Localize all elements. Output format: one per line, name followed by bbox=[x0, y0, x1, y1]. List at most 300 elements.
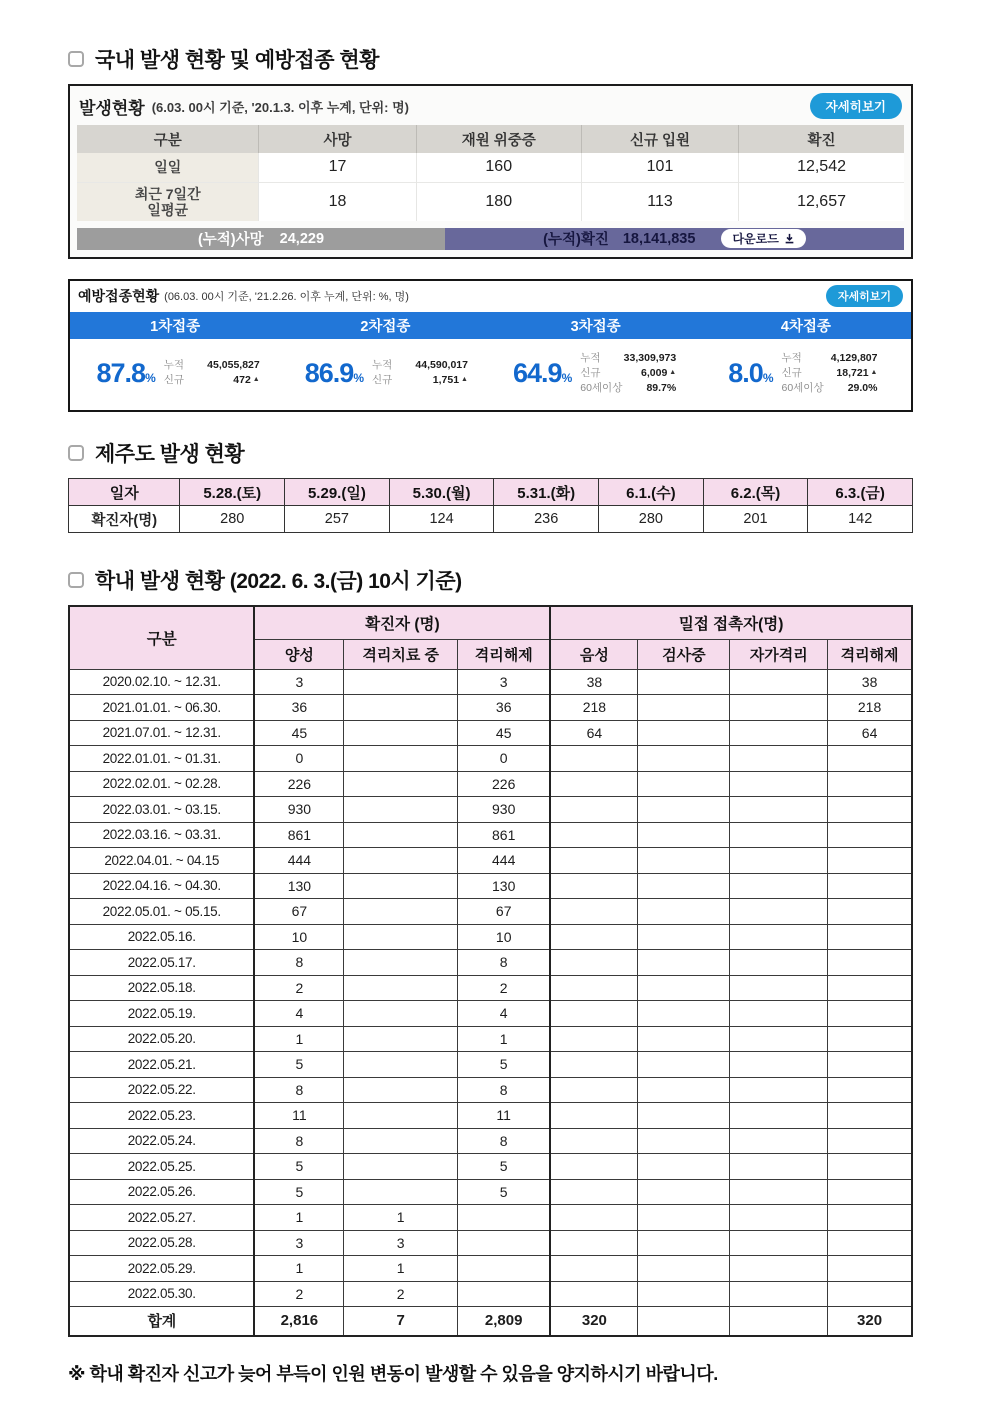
value-cell bbox=[344, 669, 458, 695]
period-cell: 2022.05.28. bbox=[69, 1230, 254, 1256]
period-cell: 2021.07.01. ~ 12.31. bbox=[69, 720, 254, 746]
value-cell bbox=[344, 848, 458, 874]
col-header: 5.29.(일) bbox=[285, 479, 390, 506]
value-cell bbox=[638, 848, 730, 874]
dose-percent: 87.8% bbox=[96, 357, 155, 388]
value-cell bbox=[730, 771, 828, 797]
value-cell bbox=[550, 1230, 638, 1256]
value-cell bbox=[458, 1281, 551, 1307]
period-cell: 2022.05.30. bbox=[69, 1281, 254, 1307]
period-cell: 2022.05.01. ~ 05.15. bbox=[69, 899, 254, 925]
value-cell bbox=[550, 848, 638, 874]
footnote: ※ 학내 확진자 신고가 늦어 부득이 인원 변동이 발생할 수 있음을 양지하시기 바랍니다. bbox=[68, 1363, 718, 1384]
value-cell bbox=[828, 797, 912, 823]
value-cell: 45 bbox=[254, 720, 343, 746]
col-header: 격리해제 bbox=[828, 639, 912, 669]
col-group-contacts: 밀접 접촉자(명) bbox=[550, 606, 912, 639]
value-cell bbox=[344, 1077, 458, 1103]
period-cell: 2022.04.16. ~ 04.30. bbox=[69, 873, 254, 899]
value-cell bbox=[730, 1077, 828, 1103]
period-cell: 2022.02.01. ~ 02.28. bbox=[69, 771, 254, 797]
dose-stat-cell bbox=[491, 352, 699, 395]
increase-triangle-icon: ▲ bbox=[669, 368, 677, 376]
value-cell bbox=[550, 975, 638, 1001]
value-cell: 17 bbox=[259, 153, 416, 182]
col-header: 사망 bbox=[259, 125, 416, 153]
value-cell bbox=[828, 1001, 912, 1027]
value-cell bbox=[344, 771, 458, 797]
dose-percent: 86.9% bbox=[304, 357, 363, 388]
table-row bbox=[69, 506, 913, 533]
value-cell: 10 bbox=[254, 924, 343, 950]
value-cell: 8 bbox=[254, 1077, 343, 1103]
value-cell bbox=[550, 950, 638, 976]
occurrence-status-panel bbox=[68, 84, 913, 259]
value-cell bbox=[828, 1281, 912, 1307]
value-cell: 180 bbox=[416, 182, 581, 221]
period-cell: 2022.05.24. bbox=[69, 1128, 254, 1154]
vaccine-stat-row: 신규 18,721 ▲ bbox=[781, 366, 878, 379]
value-cell bbox=[730, 899, 828, 925]
value-cell bbox=[730, 1001, 828, 1027]
increase-triangle-icon: ▲ bbox=[252, 376, 260, 384]
value-cell: 218 bbox=[828, 695, 912, 721]
value-cell bbox=[638, 975, 730, 1001]
value-cell bbox=[458, 1230, 551, 1256]
value-cell bbox=[730, 822, 828, 848]
table-row bbox=[69, 1026, 912, 1052]
table-row bbox=[69, 1001, 912, 1027]
vaccination-status-panel bbox=[68, 279, 913, 412]
value-cell: 64 bbox=[828, 720, 912, 746]
value-cell bbox=[344, 873, 458, 899]
table-row bbox=[69, 950, 912, 976]
dose-header: 2차접종 bbox=[360, 318, 411, 335]
period-cell: 2021.01.01. ~ 06.30. bbox=[69, 695, 254, 721]
value-cell bbox=[730, 1256, 828, 1282]
period-cell: 2022.05.25. bbox=[69, 1154, 254, 1180]
period-cell: 2022.05.29. bbox=[69, 1256, 254, 1282]
value-cell: 2 bbox=[254, 975, 343, 1001]
value-cell bbox=[344, 950, 458, 976]
value-cell bbox=[828, 1256, 912, 1282]
value-cell bbox=[344, 746, 458, 772]
value-cell bbox=[828, 1077, 912, 1103]
dose-detail-stack bbox=[164, 359, 260, 387]
value-cell bbox=[638, 1077, 730, 1103]
dose-stat-cell bbox=[74, 352, 282, 395]
value-cell: 3 bbox=[344, 1230, 458, 1256]
value-cell: 5 bbox=[254, 1154, 343, 1180]
value-cell: 130 bbox=[254, 873, 343, 899]
checkbox-icon bbox=[68, 445, 84, 461]
table-row bbox=[69, 1230, 912, 1256]
cumulative-death: (누적)사망 24,229 bbox=[77, 228, 445, 250]
value-cell: 160 bbox=[416, 153, 581, 182]
period-cell: 2022.03.16. ~ 03.31. bbox=[69, 822, 254, 848]
value-cell bbox=[828, 1179, 912, 1205]
value-cell: 218 bbox=[550, 695, 638, 721]
col-header: 6.1.(수) bbox=[599, 479, 704, 506]
value-cell bbox=[344, 695, 458, 721]
value-cell: 124 bbox=[389, 506, 494, 533]
table-row bbox=[69, 924, 912, 950]
value-cell: 0 bbox=[458, 746, 551, 772]
increase-triangle-icon: ▲ bbox=[461, 376, 468, 384]
value-cell bbox=[638, 1154, 730, 1180]
value-cell bbox=[458, 1256, 551, 1282]
value-cell bbox=[550, 924, 638, 950]
value-cell bbox=[828, 771, 912, 797]
value-cell: 1 bbox=[344, 1205, 458, 1231]
value-cell: 5 bbox=[458, 1154, 551, 1180]
value-cell bbox=[638, 1052, 730, 1078]
vaccine-stat-row: 60세이상 89.7% bbox=[580, 381, 677, 394]
col-header: 5.30.(월) bbox=[389, 479, 494, 506]
value-cell bbox=[828, 873, 912, 899]
value-cell bbox=[638, 1205, 730, 1231]
value-cell bbox=[550, 899, 638, 925]
value-cell bbox=[828, 950, 912, 976]
period-cell: 2022.05.27. bbox=[69, 1205, 254, 1231]
value-cell: 444 bbox=[458, 848, 551, 874]
vaccine-stat-row: 신규 6,009 ▲ bbox=[580, 366, 677, 379]
value-cell bbox=[550, 1205, 638, 1231]
vaccination-title: 예방접종현황 bbox=[78, 287, 160, 304]
row-label: 일일 bbox=[77, 153, 259, 182]
table-row bbox=[69, 1128, 912, 1154]
value-cell bbox=[638, 950, 730, 976]
value-cell bbox=[730, 669, 828, 695]
total-row bbox=[69, 1307, 912, 1336]
value-cell bbox=[344, 1052, 458, 1078]
table-row bbox=[69, 1154, 912, 1180]
total-cell bbox=[730, 1307, 828, 1336]
value-cell: 226 bbox=[254, 771, 343, 797]
value-cell bbox=[730, 950, 828, 976]
section-title-text: 국내 발생 현황 및 예방접종 현황 bbox=[95, 49, 379, 72]
value-cell bbox=[550, 1026, 638, 1052]
table-row bbox=[69, 746, 912, 772]
row-label: 확진자(명) bbox=[69, 506, 180, 533]
value-cell: 101 bbox=[581, 153, 738, 182]
value-cell bbox=[638, 797, 730, 823]
period-cell: 2020.02.10. ~ 12.31. bbox=[69, 669, 254, 695]
period-cell: 2022.05.16. bbox=[69, 924, 254, 950]
detail-view-button[interactable]: 자세히보기 bbox=[810, 93, 902, 119]
dose-header-bar bbox=[70, 312, 911, 339]
period-cell: 2022.05.21. bbox=[69, 1052, 254, 1078]
total-cell: 320 bbox=[550, 1307, 638, 1336]
table-row bbox=[69, 797, 912, 823]
value-cell: 3 bbox=[458, 669, 551, 695]
value-cell bbox=[828, 899, 912, 925]
dose-detail-stack bbox=[580, 352, 676, 395]
value-cell bbox=[638, 669, 730, 695]
total-cell: 7 bbox=[344, 1307, 458, 1336]
checkbox-icon bbox=[68, 572, 84, 588]
value-cell bbox=[828, 975, 912, 1001]
increase-triangle-icon: ▲ bbox=[870, 368, 878, 376]
value-cell bbox=[638, 1230, 730, 1256]
col-header: 검사중 bbox=[638, 639, 730, 669]
detail-view-button[interactable]: 자세히보기 bbox=[826, 285, 903, 307]
table-row bbox=[69, 873, 912, 899]
vaccine-stat-row: 누적 44,590,017 bbox=[371, 359, 468, 372]
value-cell bbox=[730, 1281, 828, 1307]
value-cell: 236 bbox=[494, 506, 599, 533]
value-cell bbox=[730, 1154, 828, 1180]
download-icon bbox=[784, 233, 795, 244]
value-cell bbox=[638, 695, 730, 721]
value-cell: 8 bbox=[254, 950, 343, 976]
value-cell: 12,657 bbox=[739, 182, 904, 221]
value-cell bbox=[730, 720, 828, 746]
value-cell: 280 bbox=[180, 506, 285, 533]
col-header: 격리해제 bbox=[458, 639, 551, 669]
period-cell: 2022.03.01. ~ 03.15. bbox=[69, 797, 254, 823]
value-cell bbox=[344, 924, 458, 950]
value-cell: 1 bbox=[458, 1026, 551, 1052]
value-cell bbox=[550, 1001, 638, 1027]
value-cell bbox=[638, 1001, 730, 1027]
table-row bbox=[69, 1179, 912, 1205]
value-cell: 4 bbox=[458, 1001, 551, 1027]
value-cell: 930 bbox=[254, 797, 343, 823]
value-cell bbox=[638, 899, 730, 925]
value-cell: 38 bbox=[550, 669, 638, 695]
school-status-table bbox=[68, 605, 913, 1337]
value-cell bbox=[828, 822, 912, 848]
value-cell: 5 bbox=[458, 1179, 551, 1205]
col-header: 일자 bbox=[69, 479, 180, 506]
value-cell bbox=[344, 1128, 458, 1154]
value-cell bbox=[828, 848, 912, 874]
value-cell bbox=[550, 771, 638, 797]
value-cell bbox=[638, 822, 730, 848]
value-cell bbox=[638, 1281, 730, 1307]
value-cell: 45 bbox=[458, 720, 551, 746]
col-header: 재원 위중증 bbox=[416, 125, 581, 153]
col-header: 6.2.(목) bbox=[703, 479, 808, 506]
vaccine-stat-row: 누적 33,309,973 bbox=[580, 351, 677, 364]
col-header: 양성 bbox=[254, 639, 343, 669]
dose-detail-stack bbox=[372, 359, 468, 387]
table-row bbox=[69, 771, 912, 797]
table-row bbox=[69, 1205, 912, 1231]
value-cell: 3 bbox=[254, 669, 343, 695]
table-row bbox=[69, 669, 912, 695]
value-cell bbox=[730, 1026, 828, 1052]
value-cell bbox=[638, 1256, 730, 1282]
value-cell bbox=[638, 873, 730, 899]
value-cell bbox=[730, 873, 828, 899]
value-cell bbox=[638, 1103, 730, 1129]
table-row bbox=[69, 822, 912, 848]
table-row bbox=[69, 1103, 912, 1129]
download-button[interactable]: 다운로드 bbox=[721, 229, 805, 248]
value-cell: 444 bbox=[254, 848, 343, 874]
vaccine-stat-row: 60세이상 29.0% bbox=[781, 381, 878, 394]
occurrence-title: 발생현황 bbox=[79, 98, 145, 118]
value-cell bbox=[828, 1230, 912, 1256]
value-cell: 280 bbox=[599, 506, 704, 533]
value-cell: 861 bbox=[254, 822, 343, 848]
value-cell bbox=[550, 1128, 638, 1154]
value-cell: 226 bbox=[458, 771, 551, 797]
value-cell: 38 bbox=[828, 669, 912, 695]
vaccine-stat-row: 누적 45,055,827 bbox=[163, 359, 260, 372]
table-row bbox=[69, 1052, 912, 1078]
value-cell bbox=[828, 1205, 912, 1231]
value-cell bbox=[730, 1103, 828, 1129]
dose-header: 1차접종 bbox=[150, 318, 201, 335]
table-row bbox=[69, 720, 912, 746]
col-header: 신규 입원 bbox=[581, 125, 738, 153]
period-cell: 2022.05.23. bbox=[69, 1103, 254, 1129]
vaccine-stat-row: 신규 472 ▲ bbox=[163, 374, 260, 387]
value-cell bbox=[550, 1103, 638, 1129]
value-cell: 11 bbox=[458, 1103, 551, 1129]
value-cell bbox=[344, 1026, 458, 1052]
dose-percent: 8.0% bbox=[728, 357, 773, 388]
value-cell: 861 bbox=[458, 822, 551, 848]
cumulative-confirmed: (누적)확진 18,141,835 다운로드 bbox=[445, 228, 904, 250]
period-cell: 2022.05.18. bbox=[69, 975, 254, 1001]
section-title-text: 제주도 발생 현황 bbox=[95, 443, 245, 467]
value-cell bbox=[550, 1052, 638, 1078]
period-cell: 2022.04.01. ~ 04.15 bbox=[69, 848, 254, 874]
value-cell bbox=[344, 720, 458, 746]
occurrence-note: (6.03. 00시 기준, '20.1.3. 이후 누계, 단위: 명) bbox=[151, 99, 409, 115]
value-cell bbox=[828, 1154, 912, 1180]
checkbox-icon bbox=[68, 51, 84, 67]
value-cell bbox=[828, 1103, 912, 1129]
table-row bbox=[69, 975, 912, 1001]
value-cell bbox=[344, 1103, 458, 1129]
col-header: 자가격리 bbox=[730, 639, 828, 669]
value-cell bbox=[638, 1026, 730, 1052]
table-row bbox=[69, 1281, 912, 1307]
value-cell bbox=[638, 720, 730, 746]
section-title-domestic bbox=[68, 44, 920, 74]
value-cell: 5 bbox=[254, 1179, 343, 1205]
value-cell: 67 bbox=[458, 899, 551, 925]
value-cell bbox=[730, 924, 828, 950]
value-cell bbox=[344, 797, 458, 823]
period-cell: 2022.05.20. bbox=[69, 1026, 254, 1052]
value-cell bbox=[730, 1205, 828, 1231]
value-cell bbox=[344, 899, 458, 925]
value-cell bbox=[550, 797, 638, 823]
value-cell bbox=[344, 1179, 458, 1205]
col-header: 격리치료 중 bbox=[344, 639, 458, 669]
col-header: 음성 bbox=[550, 639, 638, 669]
value-cell: 113 bbox=[581, 182, 738, 221]
value-cell: 1 bbox=[254, 1205, 343, 1231]
value-cell: 4 bbox=[254, 1001, 343, 1027]
value-cell bbox=[828, 1052, 912, 1078]
value-cell: 36 bbox=[458, 695, 551, 721]
vaccination-header bbox=[70, 281, 911, 312]
table-row bbox=[77, 182, 904, 221]
section-title-text: 학내 발생 현황 (2022. 6. 3.(금) 10시 기준) bbox=[95, 570, 462, 594]
value-cell: 5 bbox=[458, 1052, 551, 1078]
dose-stat-cell bbox=[699, 352, 907, 395]
value-cell: 36 bbox=[254, 695, 343, 721]
total-cell: 2,816 bbox=[254, 1307, 343, 1336]
period-cell: 2022.05.19. bbox=[69, 1001, 254, 1027]
value-cell: 142 bbox=[808, 506, 913, 533]
section-title-school bbox=[68, 565, 920, 595]
value-cell bbox=[828, 924, 912, 950]
value-cell bbox=[550, 1179, 638, 1205]
value-cell: 8 bbox=[458, 950, 551, 976]
value-cell bbox=[638, 1179, 730, 1205]
value-cell bbox=[550, 822, 638, 848]
value-cell bbox=[828, 1128, 912, 1154]
period-cell: 2022.05.26. bbox=[69, 1179, 254, 1205]
value-cell bbox=[730, 1052, 828, 1078]
value-cell bbox=[344, 975, 458, 1001]
value-cell: 201 bbox=[703, 506, 808, 533]
value-cell: 11 bbox=[254, 1103, 343, 1129]
value-cell: 18 bbox=[259, 182, 416, 221]
value-cell bbox=[730, 1128, 828, 1154]
value-cell: 1 bbox=[344, 1256, 458, 1282]
table-row bbox=[69, 848, 912, 874]
value-cell bbox=[344, 822, 458, 848]
table-row bbox=[69, 899, 912, 925]
value-cell bbox=[730, 1179, 828, 1205]
value-cell: 12,542 bbox=[739, 153, 904, 182]
value-cell: 930 bbox=[458, 797, 551, 823]
col-header: 확진 bbox=[739, 125, 904, 153]
value-cell: 2 bbox=[458, 975, 551, 1001]
value-cell: 130 bbox=[458, 873, 551, 899]
period-cell: 2022.05.17. bbox=[69, 950, 254, 976]
cumulative-bar bbox=[77, 228, 904, 250]
vaccination-note: (06.03. 00시 기준, '21.2.26. 이후 누계, 단위: %, 명) bbox=[164, 290, 409, 303]
value-cell: 10 bbox=[458, 924, 551, 950]
table-row bbox=[69, 1077, 912, 1103]
value-cell: 8 bbox=[458, 1077, 551, 1103]
period-cell: 2022.05.22. bbox=[69, 1077, 254, 1103]
section-title-jeju bbox=[68, 438, 920, 468]
col-header: 구분 bbox=[77, 125, 259, 153]
table-row bbox=[69, 1256, 912, 1282]
value-cell bbox=[458, 1205, 551, 1231]
value-cell: 1 bbox=[254, 1256, 343, 1282]
value-cell: 67 bbox=[254, 899, 343, 925]
value-cell: 1 bbox=[254, 1026, 343, 1052]
value-cell bbox=[828, 746, 912, 772]
value-cell: 3 bbox=[254, 1230, 343, 1256]
value-cell bbox=[344, 1154, 458, 1180]
total-cell: 320 bbox=[828, 1307, 912, 1336]
value-cell bbox=[730, 975, 828, 1001]
value-cell bbox=[730, 1230, 828, 1256]
period-cell: 2022.01.01. ~ 01.31. bbox=[69, 746, 254, 772]
value-cell: 8 bbox=[458, 1128, 551, 1154]
value-cell: 8 bbox=[254, 1128, 343, 1154]
value-cell bbox=[550, 746, 638, 772]
jeju-status-table bbox=[68, 478, 913, 533]
value-cell bbox=[344, 1001, 458, 1027]
value-cell bbox=[550, 1256, 638, 1282]
value-cell bbox=[730, 848, 828, 874]
col-group-confirmed: 확진자 (명) bbox=[254, 606, 550, 639]
